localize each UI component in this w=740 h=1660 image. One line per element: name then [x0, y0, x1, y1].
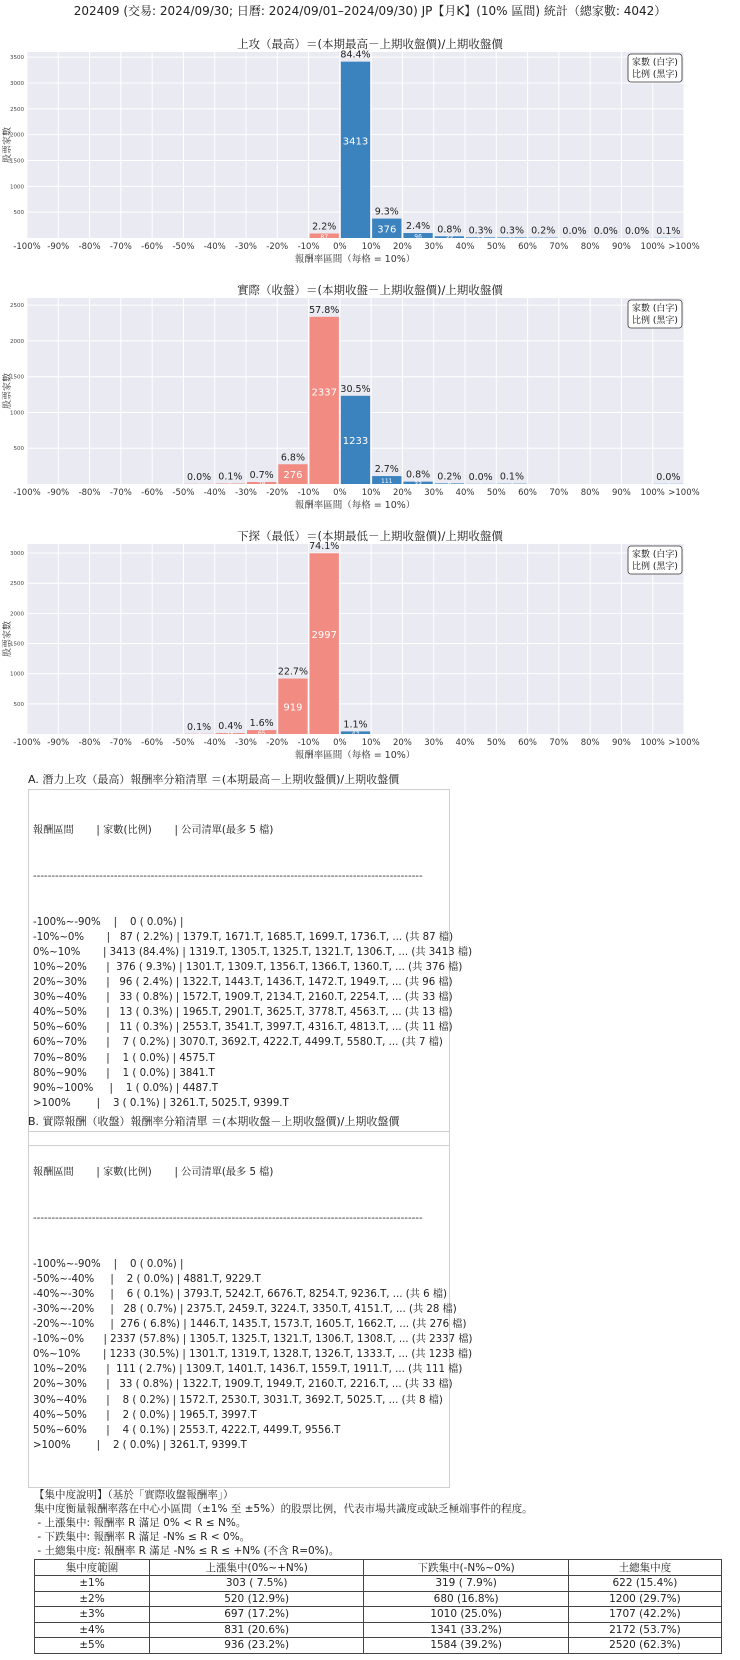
x-tick-label: -10%	[297, 488, 320, 498]
concentration-cell: 1707 (42.2%)	[568, 1607, 721, 1623]
bar-pct-label: 0.2%	[437, 471, 462, 483]
bar-count-label: 33	[445, 235, 454, 243]
legend-item: 比例 (黑字)	[632, 562, 678, 572]
x-tick-label: 60%	[518, 488, 538, 498]
bar-pct-label: 0.3%	[499, 225, 524, 237]
x-tick-label: -20%	[266, 488, 289, 498]
x-tick-label: -30%	[235, 738, 257, 748]
section-a-row: >100% | 3 ( 0.1%) | 3261.T, 5025.T, 9399.T	[33, 1097, 289, 1109]
legend-item: 比例 (黑字)	[632, 70, 678, 80]
bar	[341, 62, 370, 238]
y-tick-label: 2500	[10, 106, 24, 113]
page-title: 202409 (交易: 2024/09/30; 日曆: 2024/09/01–2024/09/30) JP【月K】(10% 區間) 統計（總家數: 4042）	[73, 4, 667, 18]
bar-count-label: 1	[572, 235, 577, 243]
bar-count-label: 7	[541, 235, 546, 243]
section-b-row: -10%~0% | 2337 (57.8%) | 1305.T, 1325.T, 1321.T, 1306.T, 1308.T, ... (共 2337 檔)	[33, 1334, 473, 1346]
x-tick-label: 40%	[455, 242, 475, 252]
bar-count-label: 43	[351, 730, 360, 738]
section-a-row: 70%~80% | 1 ( 0.0%) | 4575.T	[33, 1052, 215, 1064]
x-tick-label: >100%	[668, 242, 700, 252]
concentration-cell: 520 (12.9%)	[149, 1591, 363, 1607]
bar-pct-label: 57.8%	[309, 304, 340, 316]
y-tick-label: 1000	[10, 410, 24, 417]
bar-pct-label: 9.3%	[374, 206, 399, 218]
concentration-section	[34, 1488, 722, 1654]
bar-count-label: 2	[666, 481, 671, 489]
x-tick-label: -100%	[13, 738, 41, 748]
bar-pct-label: 84.4%	[340, 49, 371, 61]
x-tick-label: -60%	[141, 242, 164, 252]
section-b-row: -20%~-10% | 276 ( 6.8%) | 1446.T, 1435.T, 1573.T, 1605.T, 1662.T, ... (共 276 檔)	[33, 1319, 467, 1331]
x-tick-label: 50%	[486, 488, 506, 498]
concentration-cell: 2520 (62.3%)	[568, 1638, 721, 1654]
x-tick-label: -40%	[203, 488, 226, 498]
concentration-header-cell: 集中度範圍	[35, 1560, 150, 1576]
x-tick-label: -70%	[109, 242, 132, 252]
section-a-row: 90%~100% | 1 ( 0.0%) | 4487.T	[33, 1082, 218, 1094]
section-a	[28, 771, 473, 1146]
y-tick-label: 1000	[10, 184, 24, 191]
section-b-row: -40%~-30% | 6 ( 0.1%) | 3793.T, 5242.T, 6676.T, 8254.T, 9236.T, ... (共 6 檔)	[33, 1288, 448, 1300]
bar-count-label: 3	[197, 731, 201, 739]
section-a-row: 40%~50% | 13 ( 0.3%) | 1965.T, 2901.T, 3625.T, 3778.T, 4563.T, ... (共 13 檔)	[33, 1007, 453, 1019]
chart-title: 上攻（最高）＝(本期最高－上期收盤價)/上期收盤價	[237, 37, 503, 51]
section-b-row: -50%~-40% | 2 ( 0.0%) | 4881.T, 9229.T	[33, 1273, 261, 1285]
bar-pct-label: 0.2%	[531, 225, 556, 237]
concentration-cell: 303 ( 7.5%)	[149, 1576, 363, 1592]
x-tick-label: -40%	[203, 738, 226, 748]
bar-count-label: 111	[381, 478, 393, 486]
x-tick-label: 0%	[333, 242, 347, 252]
x-tick-label: 80%	[580, 488, 600, 498]
bar-pct-label: 0.0%	[562, 225, 587, 237]
bar-pct-label: 0.3%	[468, 225, 493, 237]
section-a-row: 50%~60% | 11 ( 0.3%) | 2553.T, 3541.T, 3997.T, 4316.T, 4813.T, ... (共 11 檔)	[33, 1022, 453, 1034]
x-tick-label: 30%	[424, 242, 444, 252]
x-tick-label: 30%	[424, 738, 444, 748]
bar-count-label: 4	[510, 481, 514, 489]
concentration-cell: ±1%	[35, 1576, 150, 1592]
x-tick-label: -80%	[78, 488, 101, 498]
section-b-rows	[33, 1257, 473, 1453]
y-tick-label: 500	[13, 701, 24, 708]
concentration-table-header	[35, 1560, 722, 1576]
y-tick-label: 1000	[10, 671, 24, 678]
bar-count-label: 376	[377, 224, 397, 236]
x-tick-label: 70%	[549, 738, 569, 748]
bar-pct-label: 22.7%	[277, 666, 309, 678]
bar-pct-label: 0.7%	[249, 469, 274, 481]
x-tick-label: 50%	[486, 242, 506, 252]
concentration-cell: ±2%	[35, 1591, 150, 1607]
x-tick-label: -40%	[203, 242, 226, 252]
x-tick-label: 0%	[333, 488, 347, 498]
concentration-table	[34, 1559, 722, 1654]
section-a-row: -10%~0% | 87 ( 2.2%) | 1379.T, 1671.T, 1685.T, 1699.T, 1736.T, ... (共 87 檔)	[33, 931, 454, 943]
x-tick-label: -70%	[109, 738, 132, 748]
x-axis-label: 報酬率區間（每格 = 10%）	[294, 500, 416, 511]
x-tick-label: -60%	[141, 488, 164, 498]
section-a-row: 60%~70% | 7 ( 0.2%) | 3070.T, 3692.T, 4222.T, 4499.T, 5580.T, ... (共 7 檔)	[33, 1037, 443, 1049]
x-tick-label: 50%	[486, 738, 506, 748]
bar	[310, 553, 339, 734]
x-tick-label: -70%	[109, 488, 132, 498]
bar-pct-label: 2.2%	[312, 221, 337, 233]
x-tick-label: 60%	[518, 242, 538, 252]
x-tick-label: -20%	[266, 242, 289, 252]
section-b-row: 30%~40% | 8 ( 0.2%) | 1572.T, 2530.T, 3031.T, 3692.T, 5025.T, ... (共 8 檔)	[33, 1394, 443, 1406]
x-tick-label: -80%	[78, 738, 101, 748]
bar-count-label: 6	[228, 481, 233, 489]
x-tick-label: 10%	[361, 738, 381, 748]
x-tick-label: 20%	[392, 488, 412, 498]
section-a-divider: ----------------------------------------------------------------------------------------------------------	[33, 871, 423, 883]
concentration-header-cell: 上漲集中(0%~+N%)	[149, 1560, 363, 1576]
concentration-note-line: - 土總集中度: 報酬率 R 滿足 -N% ≤ R ≤ +N% (不含 R=0%)。	[34, 1545, 340, 1557]
bar-count-label: 96	[414, 233, 422, 241]
y-axis-label: 股票家數	[3, 372, 13, 410]
chart-title: 實際（收盤）＝(本期收盤－上期收盤價)/上期收盤價	[237, 283, 503, 297]
x-tick-label: 80%	[580, 242, 600, 252]
bar-count-label: 2	[197, 481, 201, 489]
concentration-row	[35, 1591, 722, 1607]
concentration-header-cell: 土總集中度	[568, 1560, 721, 1576]
bar-pct-label: 6.8%	[280, 452, 305, 464]
bar-count-label: 2	[478, 481, 483, 489]
y-tick-label: 3000	[10, 551, 24, 558]
section-a-title: A. 潛力上攻（最高）報酬率分箱清單 ＝(本期最高－上期收盤價)/上期收盤價	[28, 773, 400, 786]
y-tick-label: 3000	[10, 81, 24, 87]
x-tick-label: 20%	[392, 242, 412, 252]
bar-pct-label: 0.8%	[437, 224, 462, 236]
x-tick-label: 10%	[361, 242, 381, 252]
bar-count-label: 1233	[342, 435, 369, 447]
y-tick-label: 500	[13, 446, 24, 453]
chart-downward-low	[0, 512, 740, 762]
bar-pct-label: 30.5%	[340, 383, 371, 395]
x-tick-label: 40%	[455, 738, 475, 748]
x-tick-label: 100%	[640, 738, 665, 748]
x-tick-label: -50%	[172, 488, 195, 498]
x-tick-label: -50%	[172, 242, 195, 252]
section-b	[28, 1113, 473, 1488]
concentration-cell: 1584 (39.2%)	[364, 1638, 568, 1654]
concentration-cell: 319 ( 7.9%)	[364, 1576, 568, 1592]
bar-count-label: 87	[320, 233, 329, 241]
bar-pct-label: 74.1%	[309, 541, 340, 553]
bar-count-label: 1	[635, 235, 639, 243]
x-tick-label: -30%	[235, 242, 257, 252]
x-tick-label: 100%	[640, 488, 665, 498]
bar-count-label: 1	[603, 235, 608, 243]
section-a-rows	[33, 915, 473, 1111]
concentration-note-line: - 下跌集中: 報酬率 R 滿足 -N% ≤ R < 0%。	[34, 1531, 251, 1543]
bar-pct-label: 0.4%	[218, 721, 243, 733]
bar-pct-label: 0.0%	[468, 471, 493, 483]
y-axis-label: 股票家數	[3, 126, 13, 164]
section-a-row: -100%~-90% | 0 ( 0.0%) |	[33, 916, 184, 928]
section-a-header: 報酬區間 | 家數(比例) | 公司清單(最多 5 檔)	[33, 825, 274, 837]
x-tick-label: -100%	[13, 242, 41, 252]
bar-pct-label: 1.6%	[249, 718, 274, 730]
x-tick-label: -80%	[78, 242, 101, 252]
bar-count-label: 2997	[311, 630, 337, 642]
concentration-table-body	[35, 1576, 722, 1654]
concentration-cell: 1010 (25.0%)	[364, 1607, 568, 1623]
concentration-cell: 1200 (29.7%)	[568, 1591, 721, 1607]
bar-pct-label: 0.0%	[187, 471, 212, 483]
x-tick-label: -90%	[47, 242, 70, 252]
bar	[310, 317, 339, 484]
concentration-cell: ±5%	[35, 1638, 150, 1654]
section-b-divider: ----------------------------------------------------------------------------------------------------------	[33, 1213, 423, 1225]
concentration-note-line: - 上漲集中: 報酬率 R 滿足 0% < R ≤ N%。	[34, 1517, 247, 1529]
bar-count-label: 13	[476, 235, 485, 243]
x-tick-label: >100%	[668, 488, 700, 498]
concentration-note-line: 集中度衡量報酬率落在中心小區間（±1% 至 ±5%）的股票比例，代表市場共識度或缺乏極端事件的程度。	[34, 1503, 533, 1515]
x-tick-label: -50%	[172, 738, 195, 748]
section-b-row: 40%~50% | 2 ( 0.0%) | 1965.T, 3997.T	[33, 1409, 257, 1421]
x-tick-label: -10%	[297, 738, 320, 748]
section-b-row: >100% | 2 ( 0.0%) | 3261.T, 9399.T	[33, 1439, 247, 1451]
concentration-cell: ±3%	[35, 1607, 150, 1623]
y-tick-label: 2500	[10, 303, 24, 310]
x-tick-label: -60%	[141, 738, 164, 748]
bar-pct-label: 0.1%	[656, 225, 681, 237]
y-tick-label: 2000	[10, 338, 24, 345]
concentration-cell: 680 (16.8%)	[364, 1591, 568, 1607]
legend-item: 比例 (黑字)	[632, 316, 678, 326]
bar-count-label: 3	[666, 235, 671, 243]
section-a-row: 0%~10% | 3413 (84.4%) | 1319.T, 1305.T, 1325.T, 1321.T, 1306.T, ... (共 3413 檔)	[33, 946, 473, 958]
x-tick-label: 90%	[611, 738, 631, 748]
bar-pct-label: 0.1%	[187, 721, 212, 733]
x-tick-label: 80%	[580, 738, 600, 748]
y-axis-label: 股票家數	[3, 620, 13, 658]
bar-pct-label: 0.8%	[406, 469, 431, 481]
y-tick-label: 500	[13, 210, 24, 217]
y-tick-label: 1500	[10, 158, 24, 165]
bar-count-label: 11	[508, 235, 516, 243]
legend-item: 家數 (白字)	[632, 304, 678, 314]
section-b-title: B. 實際報酬（收盤）報酬率分箱清單 ＝(本期收盤－上期收盤價)/上期收盤價	[28, 1115, 400, 1128]
chart-upward-high	[0, 20, 740, 266]
section-a-row: 30%~40% | 33 ( 0.8%) | 1572.T, 1909.T, 2134.T, 2160.T, 2254.T, ... (共 33 檔)	[33, 992, 453, 1004]
section-a-row: 80%~90% | 1 ( 0.0%) | 3841.T	[33, 1067, 215, 1079]
concentration-note-line: 【集中度說明】（基於「實際收盤報酬率」）	[34, 1489, 234, 1501]
bar-count-label: 276	[283, 470, 303, 482]
concentration-row	[35, 1622, 722, 1638]
bar-pct-label: 1.1%	[343, 719, 368, 731]
section-a-row: 10%~20% | 376 ( 9.3%) | 1301.T, 1309.T, 1356.T, 1366.T, 1360.T, ... (共 376 檔)	[33, 961, 463, 973]
section-b-row: 0%~10% | 1233 (30.5%) | 1301.T, 1319.T, 1328.T, 1326.T, 1333.T, ... (共 1233 檔)	[33, 1349, 473, 1361]
x-tick-label: 20%	[392, 738, 412, 748]
section-b-row: -30%~-20% | 28 ( 0.7%) | 2375.T, 2459.T, 3224.T, 3350.T, 4151.T, ... (共 28 檔)	[33, 1303, 457, 1315]
bar-count-label: 2337	[311, 387, 337, 399]
bar-pct-label: 0.1%	[499, 471, 524, 483]
chart-title: 下探（最低）＝(本期最低－上期收盤價)/上期收盤價	[237, 529, 503, 543]
concentration-cell: ±4%	[35, 1622, 150, 1638]
section-b-row: 10%~20% | 111 ( 2.7%) | 1309.T, 1401.T, 1436.T, 1559.T, 1911.T, ... (共 111 檔)	[33, 1364, 463, 1376]
bar-count-label: 28	[257, 480, 266, 488]
concentration-cell: 622 (15.4%)	[568, 1576, 721, 1592]
x-axis-label: 報酬率區間（每格 = 10%）	[294, 254, 416, 265]
section-b-row: 50%~60% | 4 ( 0.1%) | 2553.T, 4222.T, 4499.T, 9556.T	[33, 1424, 341, 1436]
x-tick-label: >100%	[668, 738, 700, 748]
x-tick-label: 90%	[611, 242, 631, 252]
legend-item: 家數 (白字)	[632, 550, 678, 560]
y-tick-label: 2500	[10, 581, 24, 588]
y-tick-label: 1500	[10, 641, 24, 648]
concentration-cell: 936 (23.2%)	[149, 1638, 363, 1654]
legend-item: 家數 (白字)	[632, 58, 678, 68]
bar-count-label: 919	[283, 702, 303, 714]
concentration-cell: 2172 (53.7%)	[568, 1622, 721, 1638]
bar-pct-label: 0.0%	[593, 225, 618, 237]
x-tick-label: 100%	[640, 242, 665, 252]
x-tick-label: 10%	[361, 488, 381, 498]
section-a-box	[28, 789, 473, 1146]
x-tick-label: -20%	[266, 738, 289, 748]
y-tick-label: 1500	[10, 374, 24, 381]
x-tick-label: 0%	[333, 738, 347, 748]
bar-count-label: 65	[257, 730, 266, 738]
x-tick-label: -10%	[297, 242, 320, 252]
bar-count-label: 3413	[342, 136, 369, 148]
concentration-row	[35, 1576, 722, 1592]
bar-count-label: 8	[447, 481, 452, 489]
bar-pct-label: 0.1%	[218, 471, 243, 483]
x-tick-label: -90%	[47, 488, 70, 498]
section-a-row: 20%~30% | 96 ( 2.4%) | 1322.T, 1443.T, 1436.T, 1472.T, 1949.T, ... (共 96 檔)	[33, 977, 453, 989]
section-b-row: -100%~-90% | 0 ( 0.0%) |	[33, 1258, 184, 1270]
x-tick-label: 40%	[455, 488, 475, 498]
x-tick-label: 70%	[549, 488, 569, 498]
plot-area	[27, 544, 684, 734]
concentration-row	[35, 1607, 722, 1623]
concentration-cell: 1341 (33.2%)	[364, 1622, 568, 1638]
x-tick-label: -100%	[13, 488, 41, 498]
y-tick-label: 2000	[10, 132, 24, 139]
y-tick-label: 3500	[10, 55, 24, 62]
x-tick-label: -90%	[47, 738, 70, 748]
bar-count-label: 15	[226, 731, 235, 739]
x-tick-label: -30%	[235, 488, 257, 498]
bar-pct-label: 2.7%	[374, 464, 399, 476]
chart-actual-close	[0, 266, 740, 512]
bar-pct-label: 0.0%	[625, 225, 650, 237]
bar-pct-label: 2.4%	[406, 221, 431, 233]
concentration-notes	[34, 1488, 722, 1558]
section-b-row: 20%~30% | 33 ( 0.8%) | 1322.T, 1909.T, 1949.T, 2160.T, 2216.T, ... (共 33 檔)	[33, 1379, 453, 1391]
bar-count-label: 33	[414, 480, 422, 488]
bar-pct-label: 0.0%	[656, 471, 681, 483]
concentration-header-cell: 下跌集中(-N%~0%)	[364, 1560, 568, 1576]
x-tick-label: 30%	[424, 488, 444, 498]
concentration-cell: 697 (17.2%)	[149, 1607, 363, 1623]
x-tick-label: 60%	[518, 738, 538, 748]
section-b-box	[28, 1131, 473, 1488]
concentration-cell: 831 (20.6%)	[149, 1622, 363, 1638]
concentration-row	[35, 1638, 722, 1654]
y-tick-label: 2000	[10, 611, 24, 618]
section-b-header: 報酬區間 | 家數(比例) | 公司清單(最多 5 檔)	[33, 1167, 274, 1179]
x-tick-label: 70%	[549, 242, 569, 252]
x-axis-label: 報酬率區間（每格 = 10%）	[294, 750, 416, 761]
x-tick-label: 90%	[611, 488, 631, 498]
